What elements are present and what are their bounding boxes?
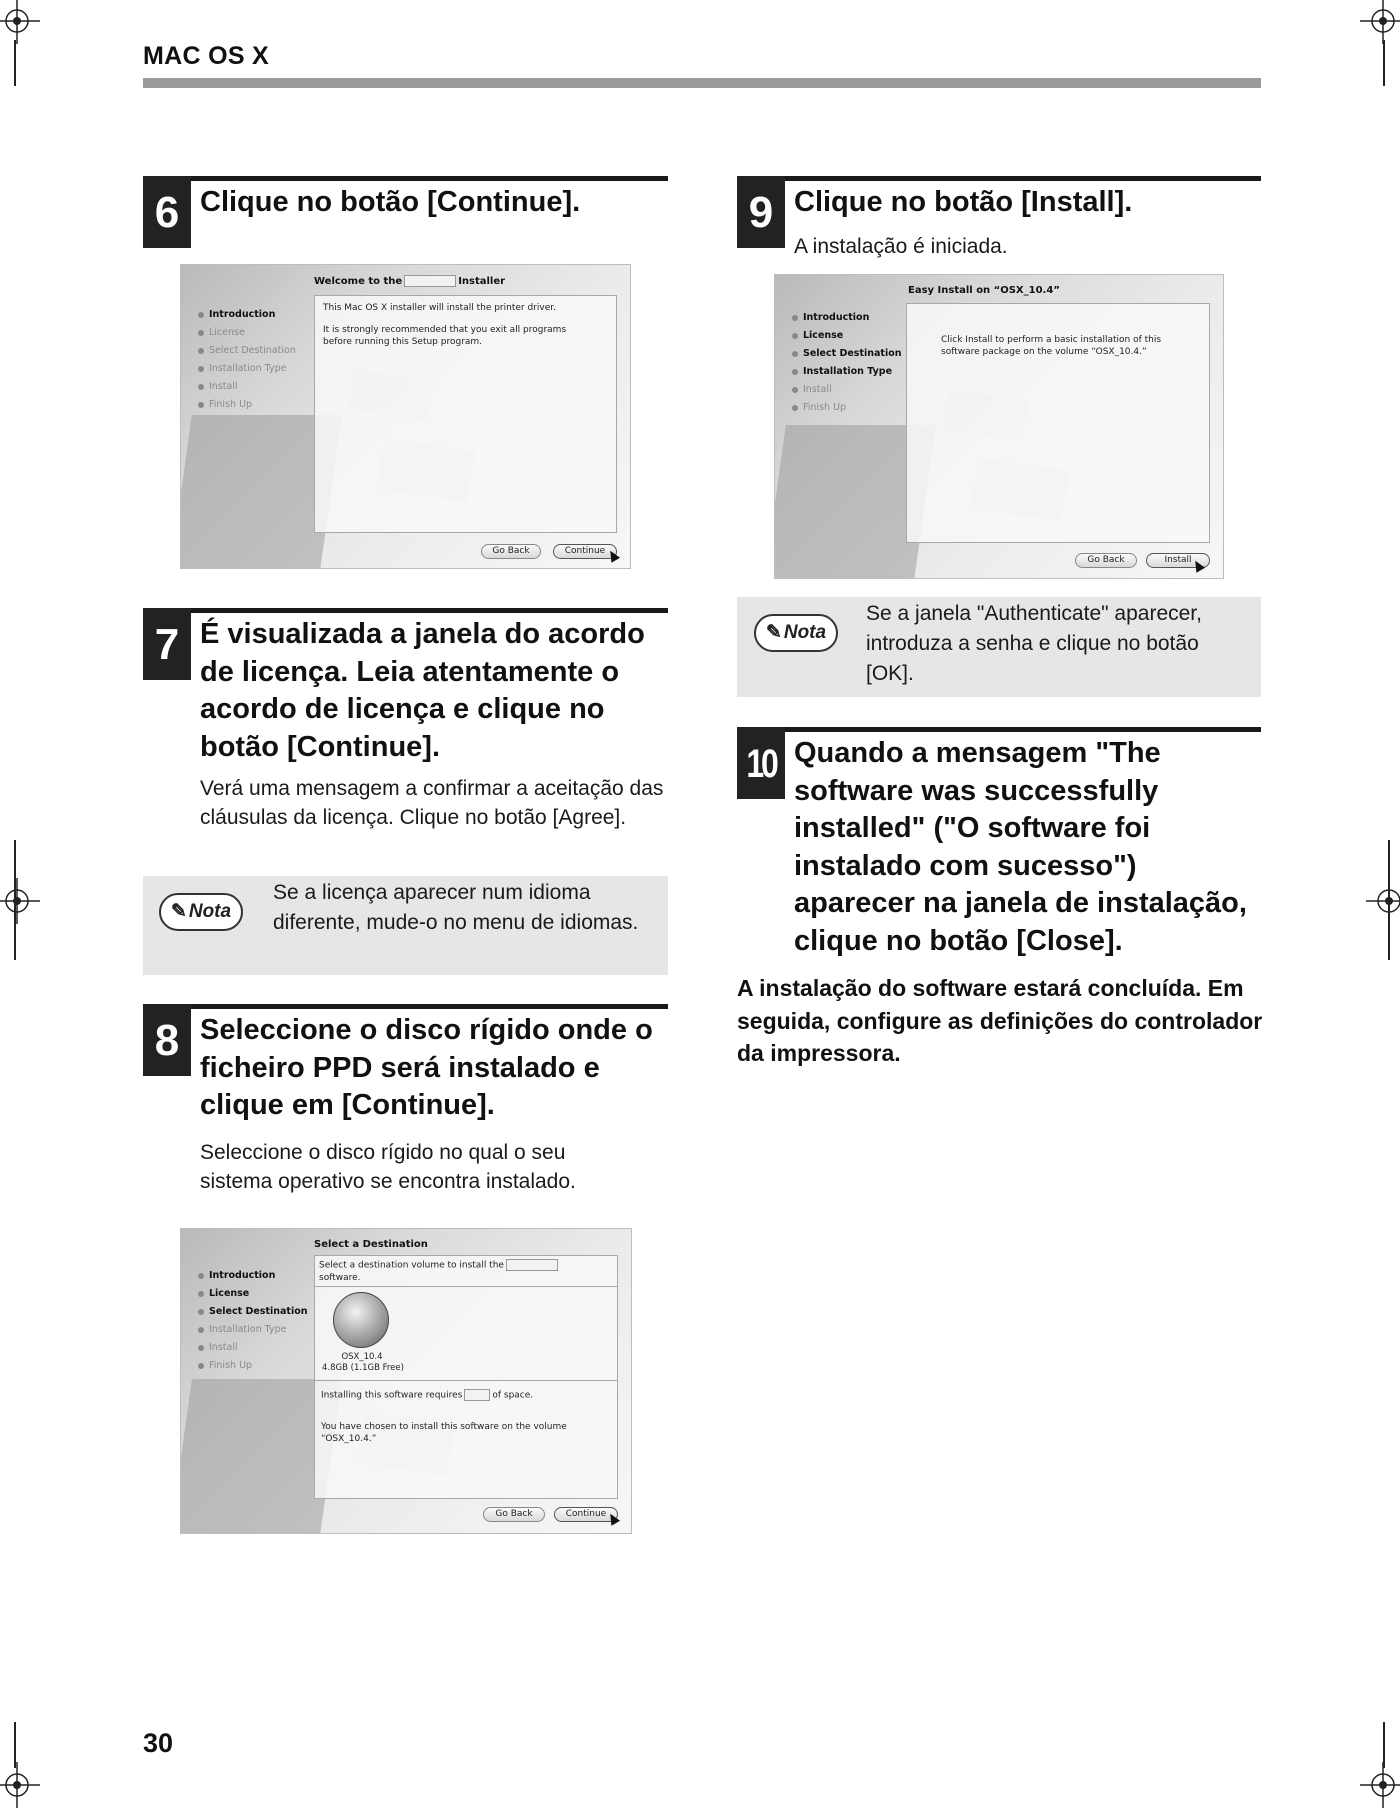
menu-installation-type: Installation Type: [792, 363, 902, 381]
step-9-description: A instalação é iniciada.: [794, 235, 1008, 258]
step-7-bar: [143, 608, 668, 613]
continue-button[interactable]: Continue: [554, 1507, 618, 1522]
note-step-9: [737, 597, 1261, 697]
note-badge-label: Nota: [783, 622, 827, 643]
easy-install-body: Click Install to perform a basic installation of this software package on the volume “OSX_10.4.”: [941, 335, 1162, 357]
disk-name: OSX_10.4: [341, 1352, 383, 1362]
requires-pre: Installing this software requires: [321, 1390, 463, 1401]
registration-mark-top-left: [0, 0, 40, 44]
installer-steps-menu: [198, 1267, 308, 1375]
screenshot-welcome-installer: [180, 264, 631, 569]
step-10: [737, 727, 1261, 957]
step-6-title: Clique no botão [Continue].: [200, 186, 581, 218]
note-step-7: [143, 876, 668, 975]
step-7-description: Verá uma mensagem a confirmar a aceitação das cláusulas da licença. Clique no botão [Agree].: [200, 777, 664, 829]
chosen-volume-text: You have chosen to install this software on the volume “OSX_10.4.”: [321, 1422, 567, 1444]
disk-size: 4.8GB (1.1GB Free): [322, 1363, 404, 1373]
menu-license: License: [198, 324, 296, 342]
installer-body-line-1: This Mac OS X installer will install the printer driver.: [323, 303, 556, 313]
volume-divider-lower: [315, 1380, 617, 1381]
step-6-bar: [143, 176, 668, 181]
step-9: [737, 176, 1261, 266]
go-back-button[interactable]: Go Back: [481, 544, 541, 559]
step-10-title: Quando a mensagem "The software was successfully installed" ("O software foi instalado com sucesso") aparecer na janela de instalação, clique no botão [Close].: [794, 737, 1247, 957]
menu-introduction: Introduction: [792, 309, 902, 327]
step-8: [143, 1004, 668, 1204]
installer-title-post: Installer: [458, 276, 506, 287]
hard-disk-icon[interactable]: [333, 1292, 389, 1348]
header-rule: [143, 78, 1261, 88]
menu-install: Install: [792, 381, 902, 399]
product-name-blank: [404, 275, 456, 287]
step-7: [143, 608, 668, 868]
menu-finish-up: Finish Up: [198, 396, 296, 414]
page-number: 30: [143, 1728, 174, 1758]
trim-line-right-bottom: [1383, 1722, 1385, 1768]
registration-mark-bottom-left: [0, 1762, 40, 1808]
registration-mark-mid-left: [0, 878, 40, 924]
step-10-bar: [737, 727, 1261, 732]
step-10-number: 10: [737, 727, 785, 799]
step-7-number: 7: [143, 608, 191, 680]
destination-panel-title: Select a Destination: [314, 1239, 428, 1250]
trim-line-left-mid: [14, 840, 16, 960]
step-9-title: Clique no botão [Install].: [794, 186, 1133, 218]
menu-license: License: [198, 1285, 308, 1303]
section-header-title: MAC OS X: [143, 42, 270, 70]
trim-line-right-top: [1383, 40, 1385, 86]
space-amount-blank: [464, 1389, 490, 1401]
menu-install: Install: [198, 1339, 308, 1357]
note-step-7-text: Se a licença aparecer num idioma diferente, mude-o no menu de idiomas.: [273, 881, 639, 934]
pencil-icon: ✎: [170, 901, 187, 922]
menu-license: License: [792, 327, 902, 345]
requires-post: of space.: [492, 1390, 534, 1401]
installer-steps-menu: [198, 306, 296, 414]
completion-text: A instalação do software estará concluída. Em seguida, configure as definições do controlador da impressora.: [737, 975, 1263, 1066]
note-badge: [754, 614, 838, 652]
menu-introduction: Introduction: [198, 306, 296, 324]
menu-finish-up: Finish Up: [792, 399, 902, 417]
step-8-bar: [143, 1004, 668, 1009]
menu-select-destination: Select Destination: [198, 1303, 308, 1321]
menu-select-destination: Select Destination: [198, 342, 296, 360]
screenshot-select-destination: [180, 1228, 632, 1534]
registration-mark-mid-right: [1366, 878, 1400, 924]
select-volume-post: software.: [319, 1272, 361, 1283]
note-step-9-text: Se a janela "Authenticate" aparecer, introduza a senha e clique no botão [OK].: [866, 602, 1202, 685]
menu-installation-type: Installation Type: [198, 1321, 308, 1339]
registration-mark-bottom-right: [1360, 1762, 1400, 1808]
product-name-blank: [506, 1259, 558, 1271]
pencil-icon: ✎: [765, 622, 782, 643]
screenshot-easy-install: [774, 274, 1224, 579]
continue-button[interactable]: Continue: [553, 544, 617, 559]
registration-mark-top-right: [1360, 0, 1400, 44]
note-badge-label: Nota: [188, 901, 232, 922]
installer-title-pre: Welcome to the: [314, 276, 403, 287]
menu-introduction: Introduction: [198, 1267, 308, 1285]
step-7-title: É visualizada a janela do acordo de licença. Leia atentamente o acordo de licença e clique no botão [Continue].: [200, 618, 645, 763]
install-button[interactable]: Install: [1146, 553, 1210, 568]
trim-line-right-mid: [1388, 840, 1390, 960]
menu-finish-up: Finish Up: [198, 1357, 308, 1375]
step-8-title: Seleccione o disco rígido onde o ficheiro PPD será instalado e clique em [Continue].: [200, 1014, 653, 1121]
step-6: [143, 176, 668, 256]
installer-steps-menu: [792, 309, 902, 417]
volume-divider: [315, 1286, 617, 1287]
easy-install-panel-title: Easy Install on “OSX_10.4”: [908, 285, 1060, 296]
requires-space-text: [321, 1389, 611, 1402]
select-volume-text: [319, 1259, 599, 1284]
step-8-number: 8: [143, 1004, 191, 1076]
destination-content-area: [314, 1255, 618, 1499]
menu-select-destination: Select Destination: [792, 345, 902, 363]
menu-installation-type: Installation Type: [198, 360, 296, 378]
installer-content-area: [314, 295, 617, 533]
step-9-bar: [737, 176, 1261, 181]
step-9-number: 9: [737, 176, 785, 248]
trim-line-left-top: [14, 40, 16, 86]
installer-panel-title: [314, 275, 505, 287]
go-back-button[interactable]: Go Back: [1075, 553, 1137, 568]
step-8-description: Seleccione o disco rígido no qual o seu sistema operativo se encontra instalado.: [200, 1141, 576, 1193]
menu-install: Install: [198, 378, 296, 396]
go-back-button[interactable]: Go Back: [483, 1507, 545, 1522]
step-6-number: 6: [143, 176, 191, 248]
easy-install-content-area: [906, 303, 1210, 543]
installer-body-line-2: It is strongly recommended that you exit all programs before running this Setup program.: [323, 325, 567, 347]
note-badge: [159, 893, 243, 931]
trim-line-left-bottom: [14, 1722, 16, 1768]
select-volume-pre: Select a destination volume to install the: [319, 1260, 504, 1271]
